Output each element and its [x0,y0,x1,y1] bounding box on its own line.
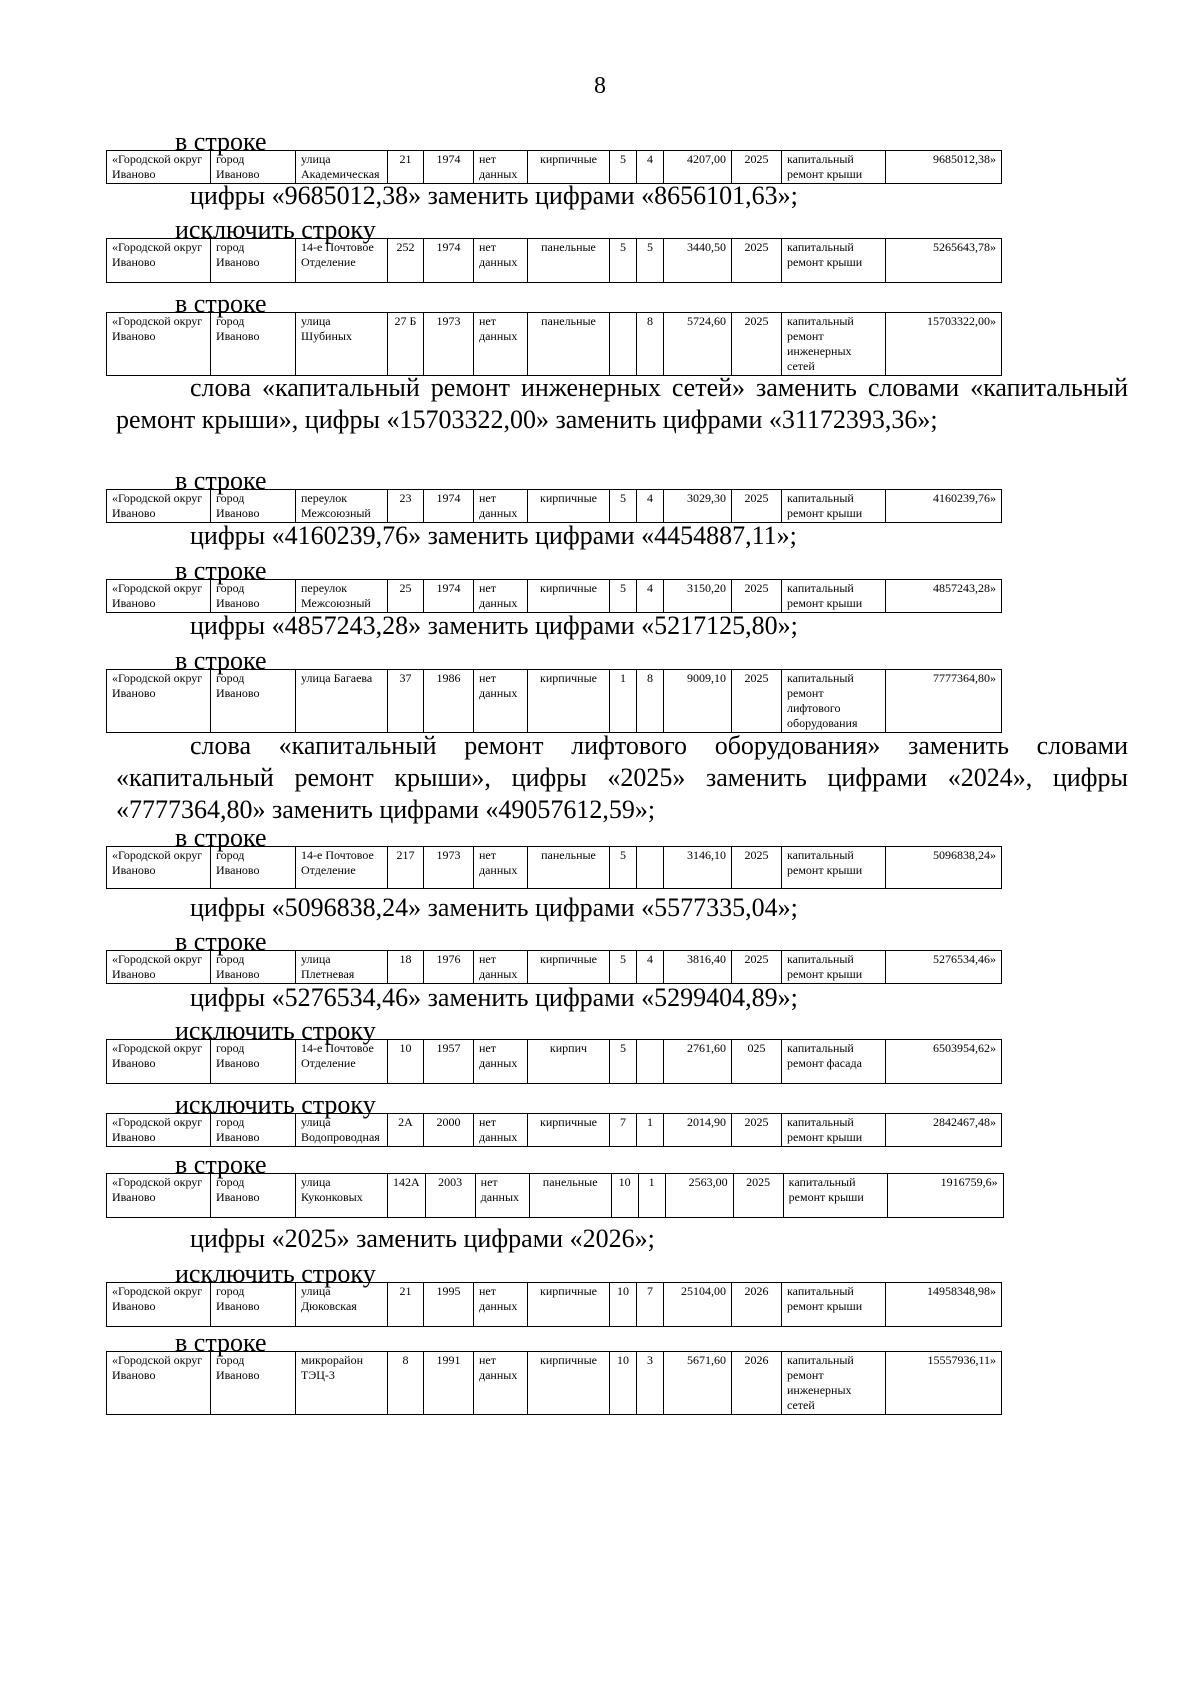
instruction-lead: в строке [175,1150,267,1179]
table-cell: 10 [611,1174,638,1218]
table-cell: 5096838,24» [886,847,1002,889]
table-cell: 3150,20 [664,580,732,613]
amendment-sentence: цифры «9685012,38» заменить цифрами «8656101,63»; [190,181,798,210]
amendment-text [116,610,1128,642]
table-cell: капитальный ремонт крыши [782,951,886,984]
table-cell: «Городской округ Иваново [107,1283,211,1327]
table-cell: капитальный ремонт крыши [782,490,886,523]
table-cell: 6503954,62» [886,1040,1002,1084]
table-cell: 3029,30 [664,490,732,523]
table-cell: 4 [637,580,664,613]
table-cell: панельные [528,313,610,376]
register-row-table [106,1173,1004,1218]
instruction-lead: в строке [175,646,267,675]
table-cell: 5 [610,239,637,283]
instruction-lead: исключить строку [175,215,376,244]
table-cell: 2000 [424,1114,474,1147]
table-cell: капитальный ремонт инженерных сетей [782,1352,886,1415]
register-row-table [106,579,1002,613]
table-cell: 14-е Почтовое Отделение [296,847,388,889]
table-cell: 3440,50 [664,239,732,283]
table-cell: город Иваново [211,580,296,613]
table-cell: кирпичные [528,1352,610,1415]
table-row [107,951,1002,984]
table-cell: 15703322,00» [886,313,1002,376]
table-cell: 23 [388,490,424,523]
table-cell: 4 [637,151,664,184]
table-cell: 25 [388,580,424,613]
table-cell: город Иваново [211,1040,296,1084]
instruction-lead: исключить строку [175,1259,376,1288]
instruction-lead: в строке [175,823,267,852]
instruction-lead: исключить строку [175,1090,376,1119]
table-cell: город Иваново [211,239,296,283]
table-cell: капитальный ремонт лифтового оборудования [782,670,886,733]
table-cell: кирпичные [528,490,610,523]
table-cell: 9009,10 [664,670,732,733]
table-cell: нет данных [474,580,528,613]
table-cell: 2025 [732,580,782,613]
table-cell: 8 [637,313,664,376]
table-cell: нет данных [474,490,528,523]
table-cell: 10 [610,1352,637,1415]
table-cell: капитальный ремонт фасада [782,1040,886,1084]
table-cell: нет данных [474,1040,528,1084]
table-cell: 21 [388,1283,424,1327]
table-cell: улица Дюковская [296,1283,388,1327]
table-cell: 4 [637,490,664,523]
table-cell: «Городской округ Иваново [107,1352,211,1415]
table-cell: 10 [388,1040,424,1084]
table-cell: 21 [388,151,424,184]
table-cell: «Городской округ Иваново [107,580,211,613]
table-cell: «Городской округ Иваново [107,239,211,283]
amendment-text [116,892,1128,924]
table-cell [637,847,664,889]
table-cell: 1974 [424,580,474,613]
table-cell: 5724,60 [664,313,732,376]
table-row [107,1283,1002,1327]
table-cell: «Городской округ Иваново [107,951,211,984]
amendment-sentence: слова «капитальный ремонт инженерных сетей» заменить словами «капитальный ремонт крыши», цифры «15703322,00» заменить цифрами «31172393,36»; [116,373,1128,434]
instruction-lead: в строке [175,556,267,585]
table-cell: капитальный ремонт крыши [782,151,886,184]
table-cell: 2026 [732,1352,782,1415]
table-cell: 5 [610,580,637,613]
table-cell: панельные [529,1174,611,1218]
table-cell: 4 [637,951,664,984]
table-cell: 2А [388,1114,424,1147]
table-cell: 5276534,46» [886,951,1002,984]
register-row-table [106,238,1002,283]
register-row-table [106,1113,1002,1147]
table-cell: кирпичные [528,151,610,184]
table-cell: панельные [528,847,610,889]
table-cell: 025 [732,1040,782,1084]
table-cell: 4160239,76» [886,490,1002,523]
amendment-text [116,180,1128,212]
table-cell: 14-е Почтовое Отделение [296,239,388,283]
table-cell: панельные [528,239,610,283]
table-cell: нет данных [474,847,528,889]
table-cell: 3 [637,1352,664,1415]
table-cell: капитальный ремонт крыши [782,239,886,283]
table-row [107,1040,1002,1084]
table-cell: город Иваново [211,1114,296,1147]
table-cell: 8 [637,670,664,733]
table-cell: капитальный ремонт крыши [782,847,886,889]
amendment-text [116,372,1128,436]
table-cell: 5 [610,951,637,984]
table-cell: «Городской округ Иваново [107,313,211,376]
table-cell: «Городской округ Иваново [107,670,211,733]
table-cell: 5 [610,490,637,523]
register-row-table [106,669,1002,733]
register-row-table [106,846,1002,889]
instruction-lead: в строке [175,927,267,956]
table-cell: улица Академическая [296,151,388,184]
table-cell: 1974 [424,151,474,184]
table-row [107,1114,1002,1147]
table-cell: город Иваново [211,1352,296,1415]
table-cell: 2025 [732,490,782,523]
table-cell: город Иваново [211,847,296,889]
table-cell: 14958348,98» [886,1283,1002,1327]
amendment-sentence: цифры «2025» заменить цифрами «2026»; [190,1224,655,1253]
table-cell: 9685012,38» [886,151,1002,184]
register-row-table [106,1039,1002,1084]
table-cell: кирпич [528,1040,610,1084]
table-row [107,490,1002,523]
table-cell: нет данных [474,239,528,283]
page-number: 8 [594,73,606,99]
table-cell: город Иваново [211,951,296,984]
table-cell: «Городской округ Иваново [107,1174,211,1218]
table-cell: 1991 [424,1352,474,1415]
table-cell: улица Водопроводная [296,1114,388,1147]
table-cell: 2025 [732,847,782,889]
table-cell: 2563,00 [665,1174,733,1218]
table-cell: кирпичные [528,670,610,733]
table-cell: 2025 [732,951,782,984]
table-cell: 2025 [732,151,782,184]
table-cell: 252 [388,239,424,283]
table-cell: 2026 [732,1283,782,1327]
table-cell: 15557936,11» [886,1352,1002,1415]
amendment-text [116,1223,1128,1255]
table-row [107,670,1002,733]
table-cell: 5671,60 [664,1352,732,1415]
table-cell: переулок Межсоюзный [296,580,388,613]
table-cell: улица Багаева [296,670,388,733]
table-cell: 18 [388,951,424,984]
register-row-table [106,1351,1002,1415]
table-cell: улица Плетневая [296,951,388,984]
table-row [107,151,1002,184]
amendment-text [116,982,1128,1014]
table-cell: нет данных [474,951,528,984]
table-row [107,580,1002,613]
table-cell: капитальный ремонт крыши [782,1283,886,1327]
table-cell: «Городской округ Иваново [107,1114,211,1147]
table-cell: 3816,40 [664,951,732,984]
table-cell: 2025 [733,1174,783,1218]
table-cell: капитальный ремонт крыши [783,1174,887,1218]
table-cell: город Иваново [211,1174,296,1218]
table-cell: 1957 [424,1040,474,1084]
table-cell: 1974 [424,490,474,523]
table-row [107,1352,1002,1415]
table-cell: 1986 [424,670,474,733]
register-row-table [106,312,1002,376]
instruction-lead: исключить строку [175,1016,376,1045]
table-cell: микрорайон ТЭЦ-3 [296,1352,388,1415]
table-row [107,239,1002,283]
table-cell: 2842467,48» [886,1114,1002,1147]
table-cell: 1916759,6» [887,1174,1003,1218]
table-cell: улица Шубиных [296,313,388,376]
table-cell: 1973 [424,313,474,376]
table-cell: 27 Б [388,313,424,376]
amendment-sentence: цифры «5096838,24» заменить цифрами «5577335,04»; [190,893,798,922]
table-cell: 1973 [424,847,474,889]
instruction-lead: в строке [175,466,267,495]
table-cell: 25104,00 [664,1283,732,1327]
table-cell: кирпичные [528,951,610,984]
table-cell: 8 [388,1352,424,1415]
instruction-lead: в строке [175,127,267,156]
table-cell: город Иваново [211,151,296,184]
table-cell: 2003 [425,1174,475,1218]
table-cell: капитальный ремонт крыши [782,580,886,613]
table-cell: город Иваново [211,490,296,523]
table-cell: город Иваново [211,313,296,376]
table-cell: 2014,90 [664,1114,732,1147]
amendment-sentence: цифры «5276534,46» заменить цифрами «5299404,89»; [190,983,798,1012]
table-cell: 5 [610,847,637,889]
table-cell: 2025 [732,1114,782,1147]
table-cell: 5 [610,1040,637,1084]
table-cell: нет данных [474,670,528,733]
table-cell: 2761,60 [664,1040,732,1084]
table-row [107,1174,1004,1218]
table-cell: 1 [637,1114,664,1147]
table-cell: нет данных [474,1114,528,1147]
table-cell: улица Куконковых [296,1174,388,1218]
table-cell [610,313,637,376]
table-cell: нет данных [474,151,528,184]
table-cell: город Иваново [211,1283,296,1327]
table-cell: 7 [637,1283,664,1327]
table-cell: 7 [610,1114,637,1147]
table-cell: 1974 [424,239,474,283]
table-cell: 5265643,78» [886,239,1002,283]
table-cell: 2025 [732,239,782,283]
table-cell: 1 [610,670,637,733]
table-cell: «Городской округ Иваново [107,490,211,523]
register-row-table [106,950,1002,984]
table-cell: 7777364,80» [886,670,1002,733]
table-cell: 4207,00 [664,151,732,184]
table-cell: 37 [388,670,424,733]
table-cell: 2025 [732,313,782,376]
instruction-lead: в строке [175,289,267,318]
table-cell: нет данных [475,1174,529,1218]
table-cell [637,1040,664,1084]
register-row-table [106,150,1002,184]
table-cell: 4857243,28» [886,580,1002,613]
instruction-lead: в строке [175,1328,267,1357]
table-cell: «Городской округ Иваново [107,1040,211,1084]
table-cell: нет данных [474,1352,528,1415]
table-cell: «Городской округ Иваново [107,151,211,184]
table-cell: нет данных [474,1283,528,1327]
table-cell: 2025 [732,670,782,733]
table-cell: 1976 [424,951,474,984]
table-cell: 5 [610,151,637,184]
table-cell: капитальный ремонт крыши [782,1114,886,1147]
table-cell: 217 [388,847,424,889]
table-cell: переулок Межсоюзный [296,490,388,523]
table-cell: 10 [610,1283,637,1327]
table-cell: кирпичные [528,1114,610,1147]
register-row-table [106,489,1002,523]
table-cell: капитальный ремонт инженерных сетей [782,313,886,376]
table-cell: город Иваново [211,670,296,733]
table-row [107,313,1002,376]
table-cell: кирпичные [528,580,610,613]
table-cell: 1995 [424,1283,474,1327]
table-cell: кирпичные [528,1283,610,1327]
amendment-sentence: слова «капитальный ремонт лифтового оборудования» заменить словами «капитальный ремонт крыши», цифры «2025» заменить цифрами «2024», цифры «7777364,80» заменить цифрами «49057612,59»; [116,731,1128,824]
table-cell: «Городской округ Иваново [107,847,211,889]
table-cell: 142А [388,1174,426,1218]
table-cell: нет данных [474,313,528,376]
amendment-sentence: цифры «4857243,28» заменить цифрами «5217125,80»; [190,611,798,640]
table-cell: 5 [637,239,664,283]
amendment-sentence: цифры «4160239,76» заменить цифрами «4454887,11»; [190,521,797,550]
amendment-text [116,520,1128,552]
table-cell: 3146,10 [664,847,732,889]
table-cell: 14-е Почтовое Отделение [296,1040,388,1084]
table-row [107,847,1002,889]
register-row-table [106,1282,1002,1327]
amendment-text [116,730,1128,826]
table-cell: 1 [638,1174,665,1218]
